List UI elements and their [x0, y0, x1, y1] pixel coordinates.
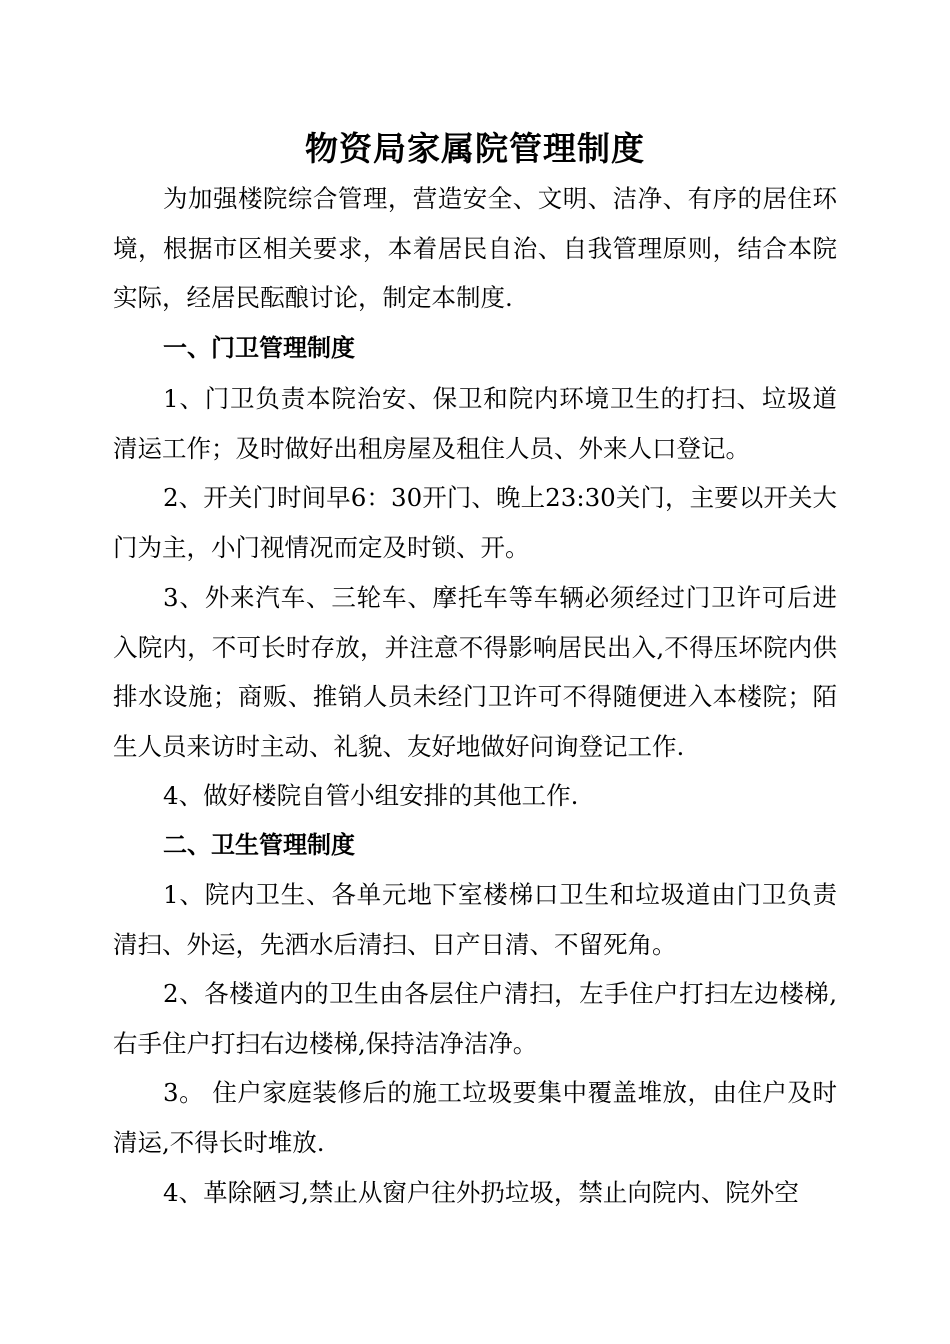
gate-rule-4: 4、做好楼院自管小组安排的其他工作.: [163, 781, 579, 810]
gate-rule-2: 2、开关门时间早6：30开门、晚上23:30关门，主要以开关大门为主，小门视情况而定及时锁、开。: [113, 483, 837, 562]
gate-rule-1: 1、门卫负责本院治安、保卫和院内环境卫生的打扫、垃圾道清运工作；及时做好出租房屋及租住人员、外来人口登记。: [113, 384, 837, 463]
gate-rule-3: 3、外来汽车、三轮车、摩托车等车辆必须经过门卫许可后进入院内，不可长时存放，并注意不得影响居民出入,不得压坏院内供排水设施；商贩、推销人员未经门卫许可不得随便进入本楼院；陌生人员来访时主动、礼貌、友好地做好问询登记工作.: [113, 583, 837, 761]
sanitation-rule-1: 1、院内卫生、各单元地下室楼梯口卫生和垃圾道由门卫负责清扫、外运，先洒水后清扫、日产日清、不留死角。: [113, 880, 837, 959]
section-heading-gate: 一、门卫管理制度: [163, 334, 355, 362]
sanitation-rule-2: 2、各楼道内的卫生由各层住户清扫，左手住户打扫左边楼梯,右手住户打扫右边楼梯,保持洁净洁净。: [113, 979, 837, 1058]
document-title: 物资局家属院管理制度: [305, 129, 645, 168]
sanitation-rule-4: 4、革除陋习,禁止从窗户往外扔垃圾，禁止向院内、院外空: [163, 1178, 799, 1207]
section-heading-sanitation: 二、卫生管理制度: [163, 831, 355, 859]
intro-paragraph: 为加强楼院综合管理，营造安全、文明、洁净、有序的居住环境，根据市区相关要求，本着居民自治、自我管理原则，结合本院实际，经居民酝酿讨论，制定本制度.: [113, 184, 837, 313]
sanitation-rule-3: 3。 住户家庭装修后的施工垃圾要集中覆盖堆放，由住户及时清运,不得长时堆放.: [113, 1078, 837, 1157]
